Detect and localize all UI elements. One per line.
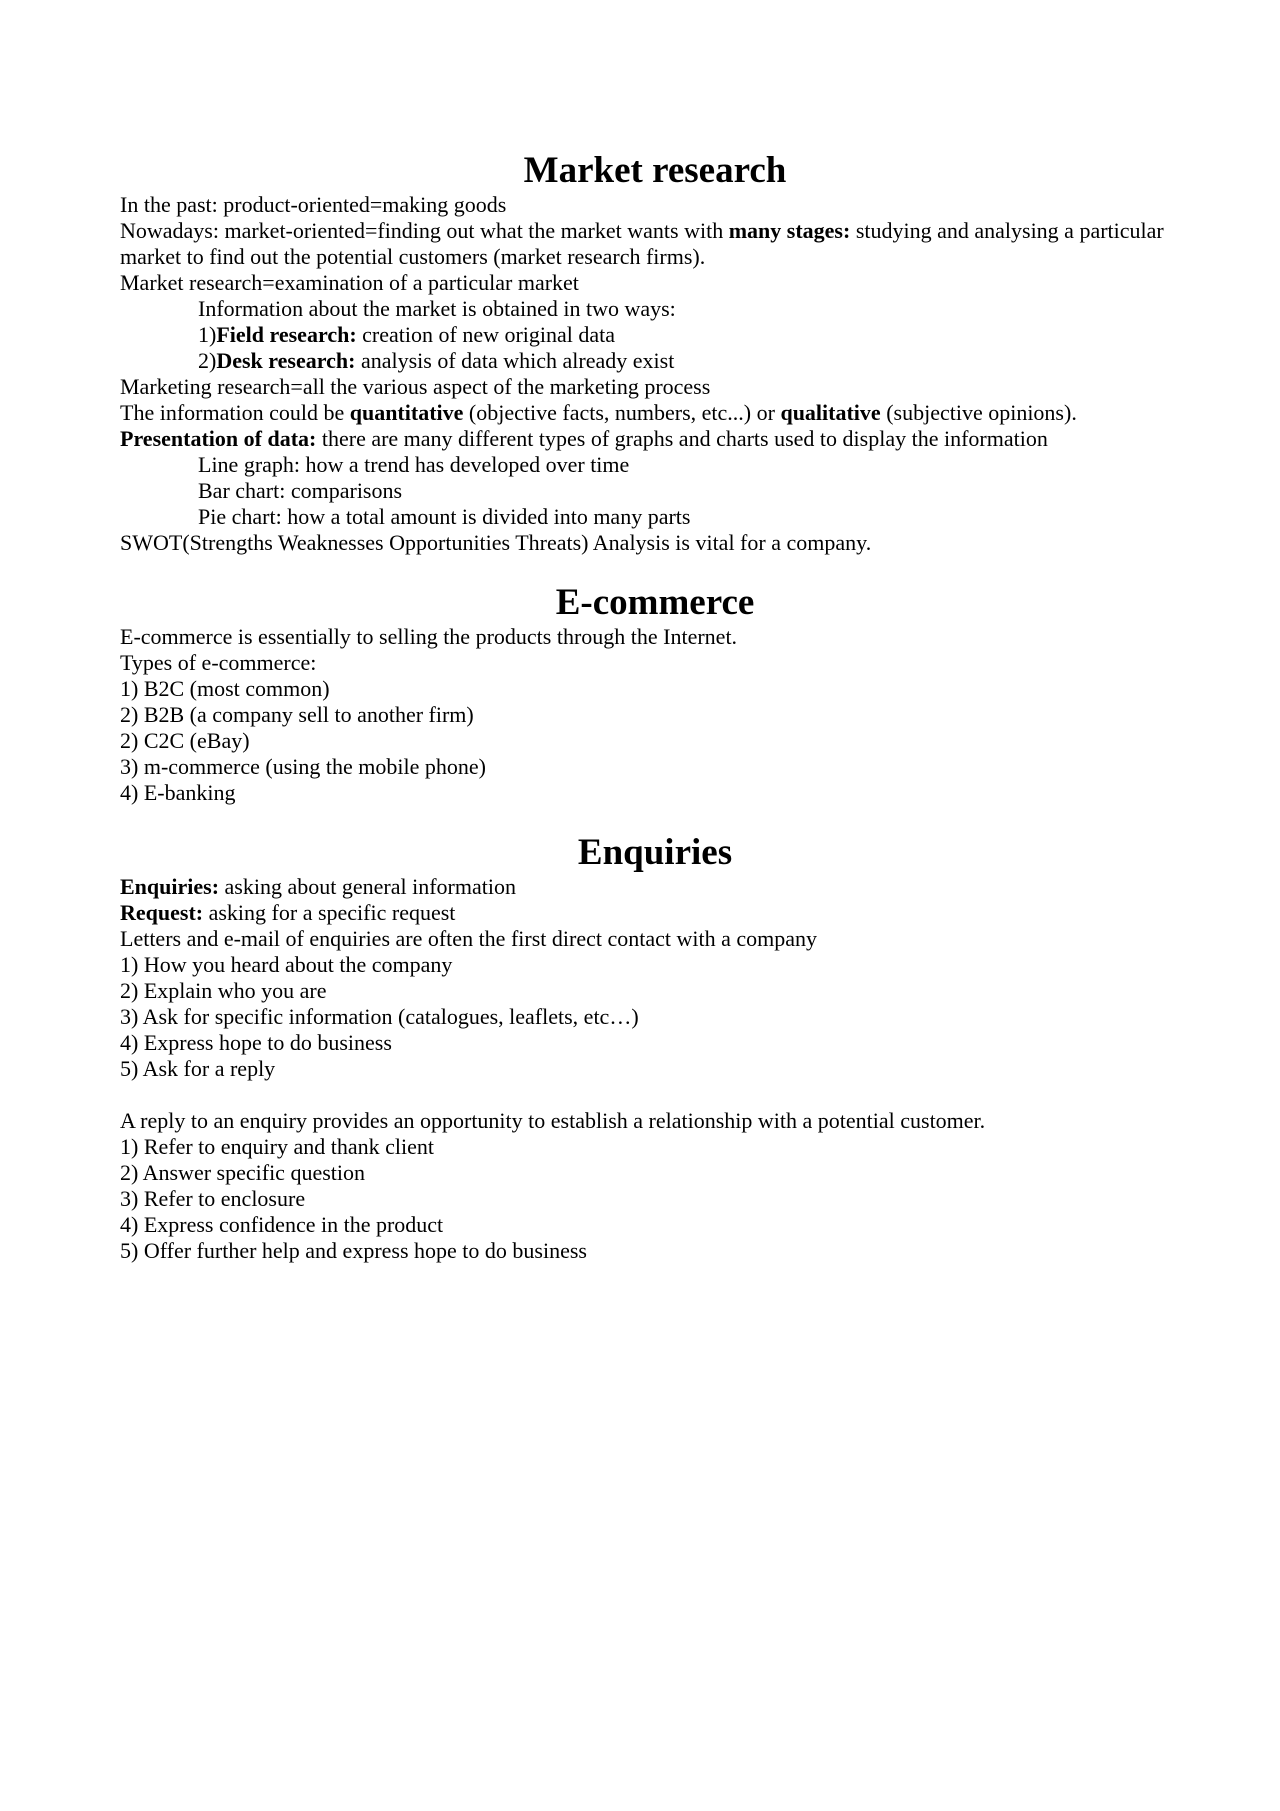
desk-num: 2) <box>198 348 217 373</box>
field-research-line <box>120 322 1170 348</box>
section-enquiries <box>120 832 1170 1264</box>
list-item: 5) Offer further help and express hope to do business <box>120 1238 587 1263</box>
info-post: (subjective opinions). <box>880 400 1077 425</box>
info-qual: qualitative <box>780 400 881 425</box>
line-graph-line: Line graph: how a trend has developed over time <box>198 452 630 477</box>
heading-enquiries: Enquiries <box>577 832 733 873</box>
heading-ecommerce: E-commerce <box>555 582 755 623</box>
section-market-research <box>120 150 1170 556</box>
desk-text: analysis of data which already exist <box>355 348 675 373</box>
list-item: 1) Refer to enquiry and thank client <box>120 1134 435 1159</box>
field-bold: Field research: <box>216 322 357 347</box>
desk-research-line <box>120 348 1170 374</box>
list-item: 4) Express confidence in the product <box>120 1212 444 1237</box>
swot-line: SWOT(Strengths Weaknesses Opportunities Threats) Analysis is vital for a company. <box>120 530 872 555</box>
enq-text: asking about general information <box>219 874 516 899</box>
nowadays-paragraph <box>120 218 1170 270</box>
presentation-text: there are many different types of graphs and charts used to display the information <box>316 426 1048 451</box>
nowadays-post: studying and analysing a particular market to find out the potential customers (market research firms). <box>120 218 1164 269</box>
information-type-line <box>120 400 1170 426</box>
list-item: 4) E-banking <box>120 780 236 805</box>
list-item: 2) B2B (a company sell to another firm) <box>120 702 474 727</box>
list-item: 1) B2C (most common) <box>120 676 330 701</box>
info-pre: The information could be <box>120 400 350 425</box>
list-item: 2) Answer specific question <box>120 1160 365 1185</box>
enquiries-definition <box>120 874 1170 900</box>
bar-chart-line: Bar chart: comparisons <box>198 478 403 503</box>
section-ecommerce <box>120 582 1170 806</box>
field-num: 1) <box>198 322 217 347</box>
document-page <box>120 150 1170 1264</box>
ecommerce-intro: E-commerce is essentially to selling the products through the Internet. <box>120 624 738 649</box>
list-item: 2) Explain who you are <box>120 978 327 1003</box>
presentation-bold: Presentation of data: <box>120 426 317 451</box>
list-item: 3) Refer to enclosure <box>120 1186 306 1211</box>
heading-market-research: Market research <box>523 150 787 191</box>
list-item: 4) Express hope to do business <box>120 1030 392 1055</box>
reply-intro: A reply to an enquiry provides an opportunity to establish a relationship with a potential customer. <box>120 1108 986 1133</box>
enq-bold: Enquiries: <box>120 874 220 899</box>
marketing-research-line: Marketing research=all the various aspect of the marketing process <box>120 374 711 399</box>
req-text: asking for a specific request <box>203 900 456 925</box>
list-item: 5) Ask for a reply <box>120 1056 276 1081</box>
list-item: 2) C2C (eBay) <box>120 728 250 753</box>
field-text: creation of new original data <box>356 322 616 347</box>
past-line: In the past: product-oriented=making goods <box>120 192 507 217</box>
info-ways-line: Information about the market is obtained in two ways: <box>198 296 676 321</box>
desk-bold: Desk research: <box>216 348 356 373</box>
info-mid: (objective facts, numbers, etc...) or <box>463 400 781 425</box>
ecommerce-types-label: Types of e-commerce: <box>120 650 317 675</box>
nowadays-pre: Nowadays: market-oriented=finding out what the market wants with <box>120 218 729 243</box>
letters-line: Letters and e-mail of enquiries are often the first direct contact with a company <box>120 926 817 951</box>
request-definition <box>120 900 1170 926</box>
presentation-line <box>120 426 1170 452</box>
info-quant: quantitative <box>349 400 464 425</box>
nowadays-bold: many stages: <box>728 218 851 243</box>
list-item: 3) Ask for specific information (catalogues, leaflets, etc…) <box>120 1004 639 1029</box>
list-item: 1) How you heard about the company <box>120 952 453 977</box>
definition-line: Market research=examination of a particular market <box>120 270 579 295</box>
pie-chart-line: Pie chart: how a total amount is divided into many parts <box>198 504 691 529</box>
list-item: 3) m-commerce (using the mobile phone) <box>120 754 486 779</box>
req-bold: Request: <box>120 900 204 925</box>
